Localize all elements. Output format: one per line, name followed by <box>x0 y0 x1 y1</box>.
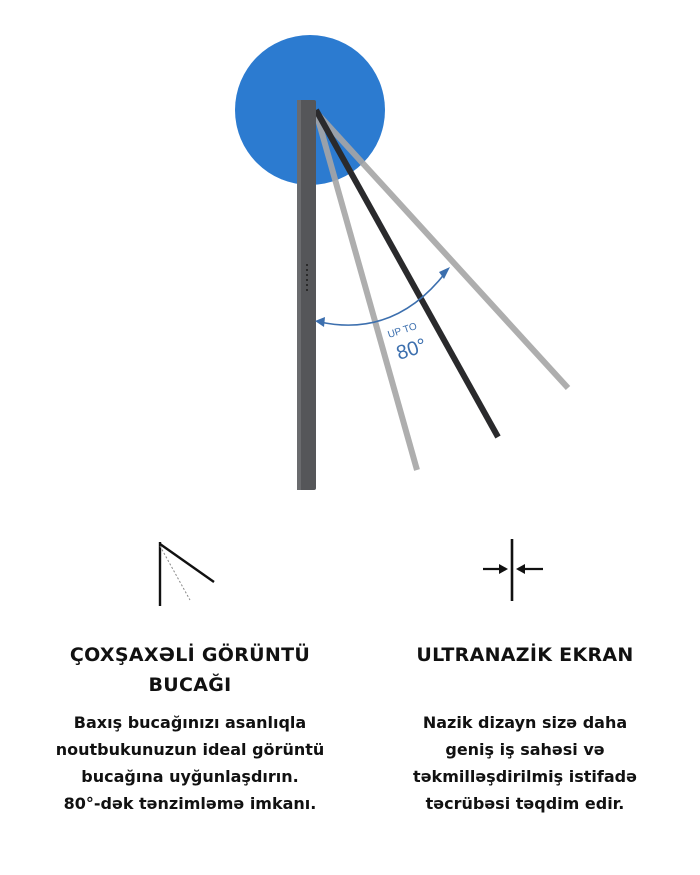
angle-caption-small: UP TO <box>386 321 419 341</box>
angle-arc-arrow <box>320 272 446 325</box>
description-line: bucağına uyğunlaşdırın. <box>81 767 299 786</box>
description-line: təcrübəsi təqdim edir. <box>425 794 625 813</box>
feature-heading <box>365 640 685 670</box>
feature-description <box>365 709 685 817</box>
heading-line: ÇOXŞAXƏLİ GÖRÜNTÜ <box>69 644 311 666</box>
feature-thin-bezel <box>365 640 685 817</box>
arrow-head-left <box>315 317 325 327</box>
description-line: noutbukunuzun ideal görüntü <box>55 740 325 759</box>
heading-line: BUCAĞI <box>148 674 232 696</box>
device-edge-highlight <box>297 100 301 490</box>
angle-caption-value: 80° <box>393 334 430 365</box>
description-line: 80°-dək tənzimləmə imkanı. <box>63 794 317 813</box>
arrow-head-right <box>439 267 450 279</box>
description-line: Baxış bucağınızı asanlıqla <box>73 713 307 732</box>
description-line: geniş iş sahəsi və <box>445 740 605 759</box>
viewing-angle-icon <box>150 538 220 610</box>
feature-description <box>30 709 350 817</box>
thin-bezel-icon <box>475 535 550 607</box>
screen-position-dark <box>316 110 498 437</box>
feature-heading <box>30 640 350 700</box>
description-line: təkmilləşdirilmiş istifadə <box>413 767 637 786</box>
heading-line: ULTRANAZİK EKRAN <box>416 644 634 666</box>
description-line: Nazik dizayn sizə daha <box>422 713 628 732</box>
feature-viewing-angle <box>30 640 350 817</box>
